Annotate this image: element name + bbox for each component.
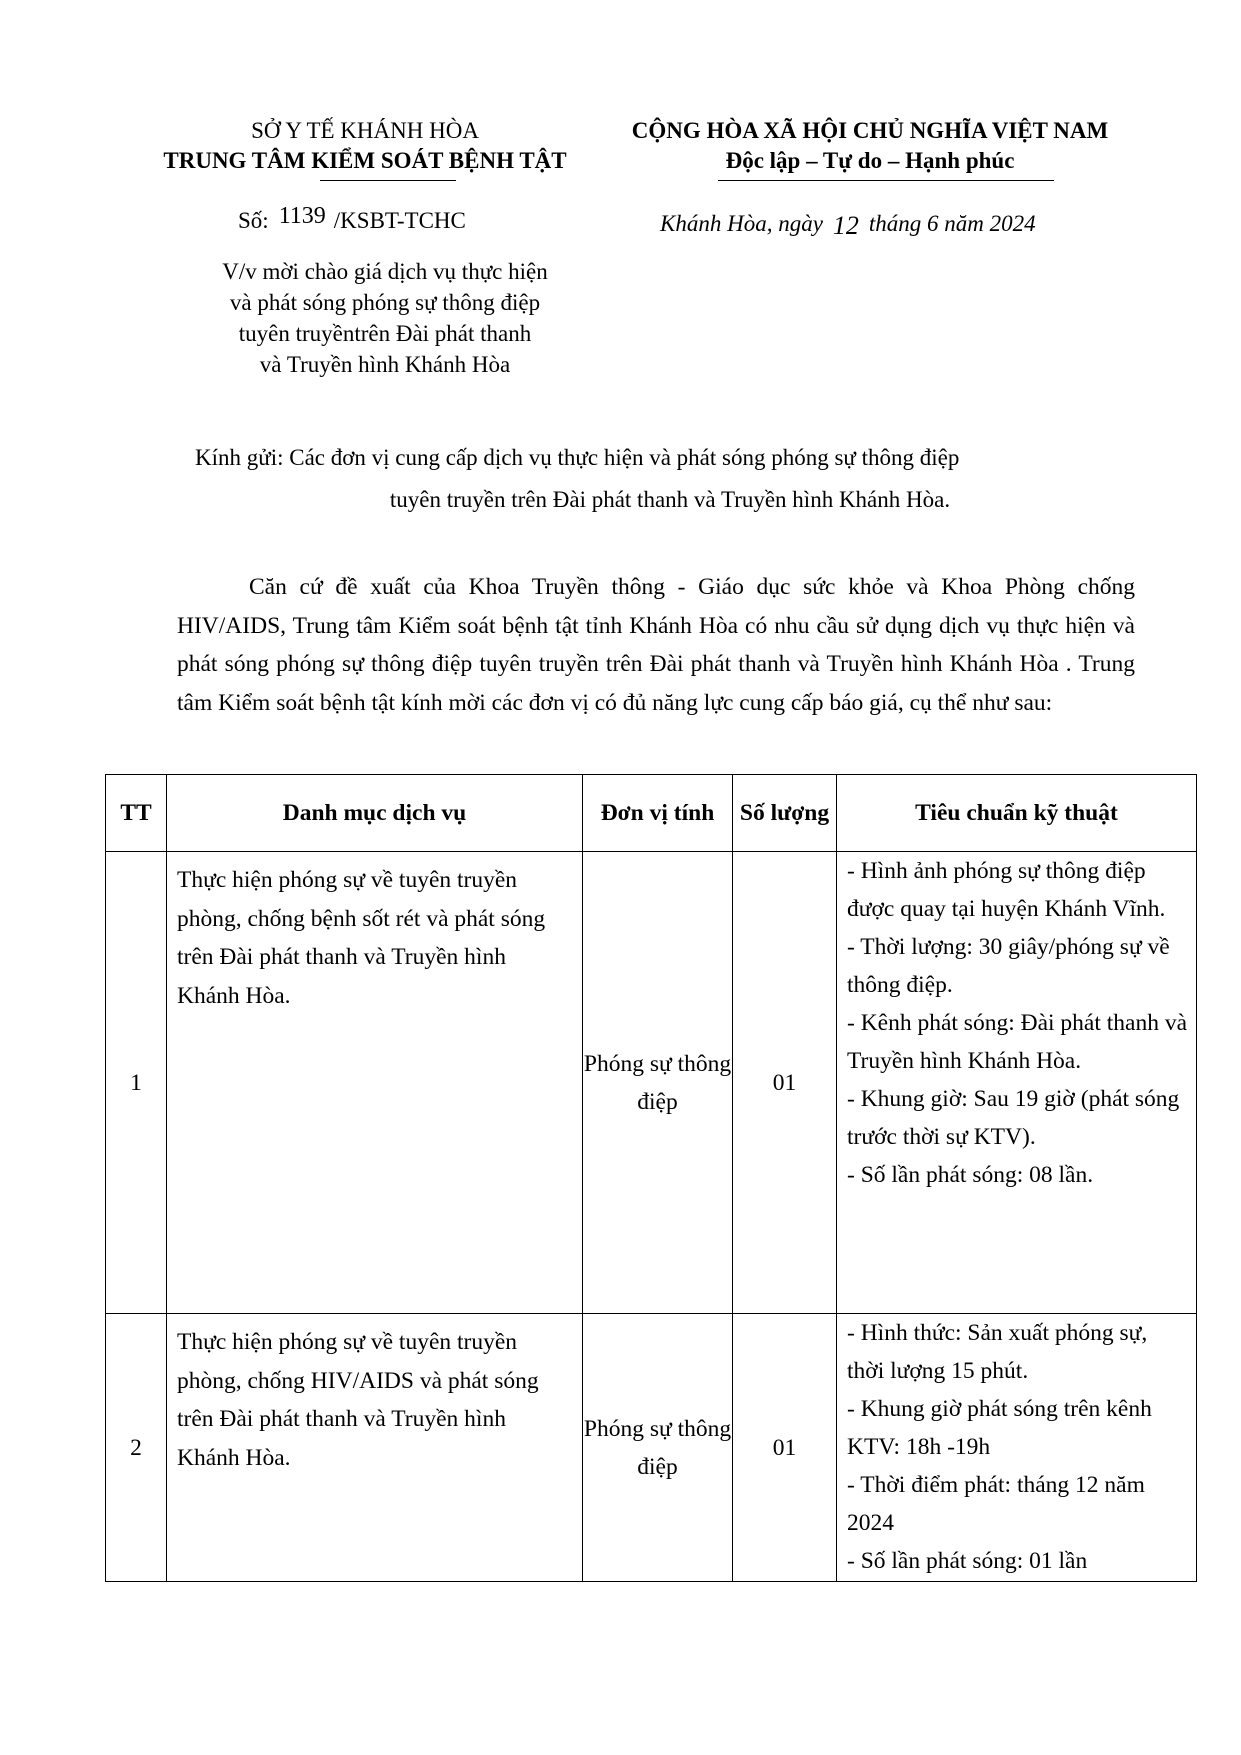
subject-line: và Truyền hình Khánh Hòa	[259, 352, 511, 377]
spec-item: - Khung giờ: Sau 19 giờ (phát sóng trước thời sự KTV).	[847, 1086, 1180, 1150]
date-prefix: Khánh Hòa, ngày	[660, 211, 823, 236]
doc-suffix: /KSBT-TCHC	[333, 208, 466, 233]
document-number	[238, 203, 466, 235]
nation-title: CỘNG HÒA XÃ HỘI CHỦ NGHĨA VIỆT NAM	[631, 118, 1109, 143]
motto-underline	[718, 180, 1054, 181]
body-text: Căn cứ đề xuất của Khoa Truyền thông - Giáo dục sức khỏe và Khoa Phòng chống HIV/AIDS, Trung tâm Kiểm soát bệnh tật tỉnh Khánh Hòa có nhu cầu sử dụng dịch vụ thực hiện và phát sóng phóng sự thông điệp tuyên truyền trên Đài phát thanh và Truyền hình Khánh Hòa . Trung tâm Kiểm soát bệnh tật kính mời các đơn vị có đủ năng lực cung cấp báo giá, cụ thể như sau:	[177, 574, 1135, 716]
service-table	[105, 774, 1197, 1582]
spec-item: - Kênh phát sóng: Đài phát thanh và Truyền hình Khánh Hòa.	[847, 1010, 1188, 1074]
doc-prefix: Số:	[238, 208, 269, 233]
subject-line: và phát sóng phóng sự thông điệp	[229, 290, 541, 315]
row-unit: Phóng sự thông điệp	[583, 1314, 733, 1582]
header-spec: Tiêu chuẩn kỹ thuật	[837, 775, 1197, 852]
agency-underline	[320, 180, 456, 181]
agency-parent: SỞ Y TẾ KHÁNH HÒA	[251, 118, 479, 143]
greeting-line: Kính gửi: Các đơn vị cung cấp dịch vụ thực hiện và phát sóng phóng sự thông điệp	[195, 445, 960, 470]
row-tt: 2	[106, 1314, 167, 1582]
document-date	[660, 208, 1036, 238]
spec-item: - Số lần phát sóng: 01 lần	[847, 1548, 1088, 1574]
row-qty: 01	[733, 852, 837, 1314]
table-row	[106, 1314, 1197, 1582]
row-service: Thực hiện phóng sự về tuyên truyền phòng, chống HIV/AIDS và phát sóng trên Đài phát thanh và Truyền hình Khánh Hòa.	[167, 1314, 583, 1582]
header-service: Danh mục dịch vụ	[167, 775, 583, 852]
row-spec	[837, 852, 1197, 1314]
row-unit: Phóng sự thông điệp	[583, 852, 733, 1314]
spec-item: - Khung giờ phát sóng trên kênh KTV: 18h -19h	[847, 1396, 1152, 1460]
greeting-line: tuyên truyền trên Đài phát thanh và Truyền hình Khánh Hòa.	[389, 487, 951, 512]
date-day: 12	[832, 211, 859, 240]
spec-item: - Hình ảnh phóng sự thông điệp được quay tại huyện Khánh Vĩnh.	[847, 858, 1166, 922]
spec-item: - Hình thức: Sản xuất phóng sự, thời lượng 15 phút.	[847, 1320, 1148, 1384]
doc-number-value: 1139	[278, 203, 326, 229]
row-service: Thực hiện phóng sự về tuyên truyền phòng, chống bệnh sốt rét và phát sóng trên Đài phát thanh và Truyền hình Khánh Hòa.	[167, 852, 583, 1314]
spec-item: - Số lần phát sóng: 08 lần.	[847, 1162, 1094, 1188]
spec-item: - Thời điểm phát: tháng 12 năm 2024	[847, 1472, 1145, 1536]
subject-line: V/v mời chào giá dịch vụ thực hiện	[222, 259, 548, 284]
body-paragraph	[177, 568, 1135, 722]
spec-item: - Thời lượng: 30 giây/phóng sự về thông điệp.	[847, 934, 1170, 998]
table-header-row	[106, 775, 1197, 852]
agency-name: TRUNG TÂM KIỂM SOÁT BỆNH TẬT	[163, 148, 567, 173]
header-unit: Đơn vị tính	[583, 775, 733, 852]
row-qty: 01	[733, 1314, 837, 1582]
row-tt: 1	[106, 852, 167, 1314]
header-tt: TT	[106, 775, 167, 852]
table-row	[106, 852, 1197, 1314]
motto: Độc lập – Tự do – Hạnh phúc	[725, 148, 1015, 173]
subject-block	[160, 256, 610, 380]
header-qty: Số lượng	[733, 775, 837, 852]
row-spec	[837, 1314, 1197, 1582]
date-suffix: tháng 6 năm 2024	[868, 211, 1036, 236]
subject-line: tuyên truyềntrên Đài phát thanh	[238, 321, 532, 346]
